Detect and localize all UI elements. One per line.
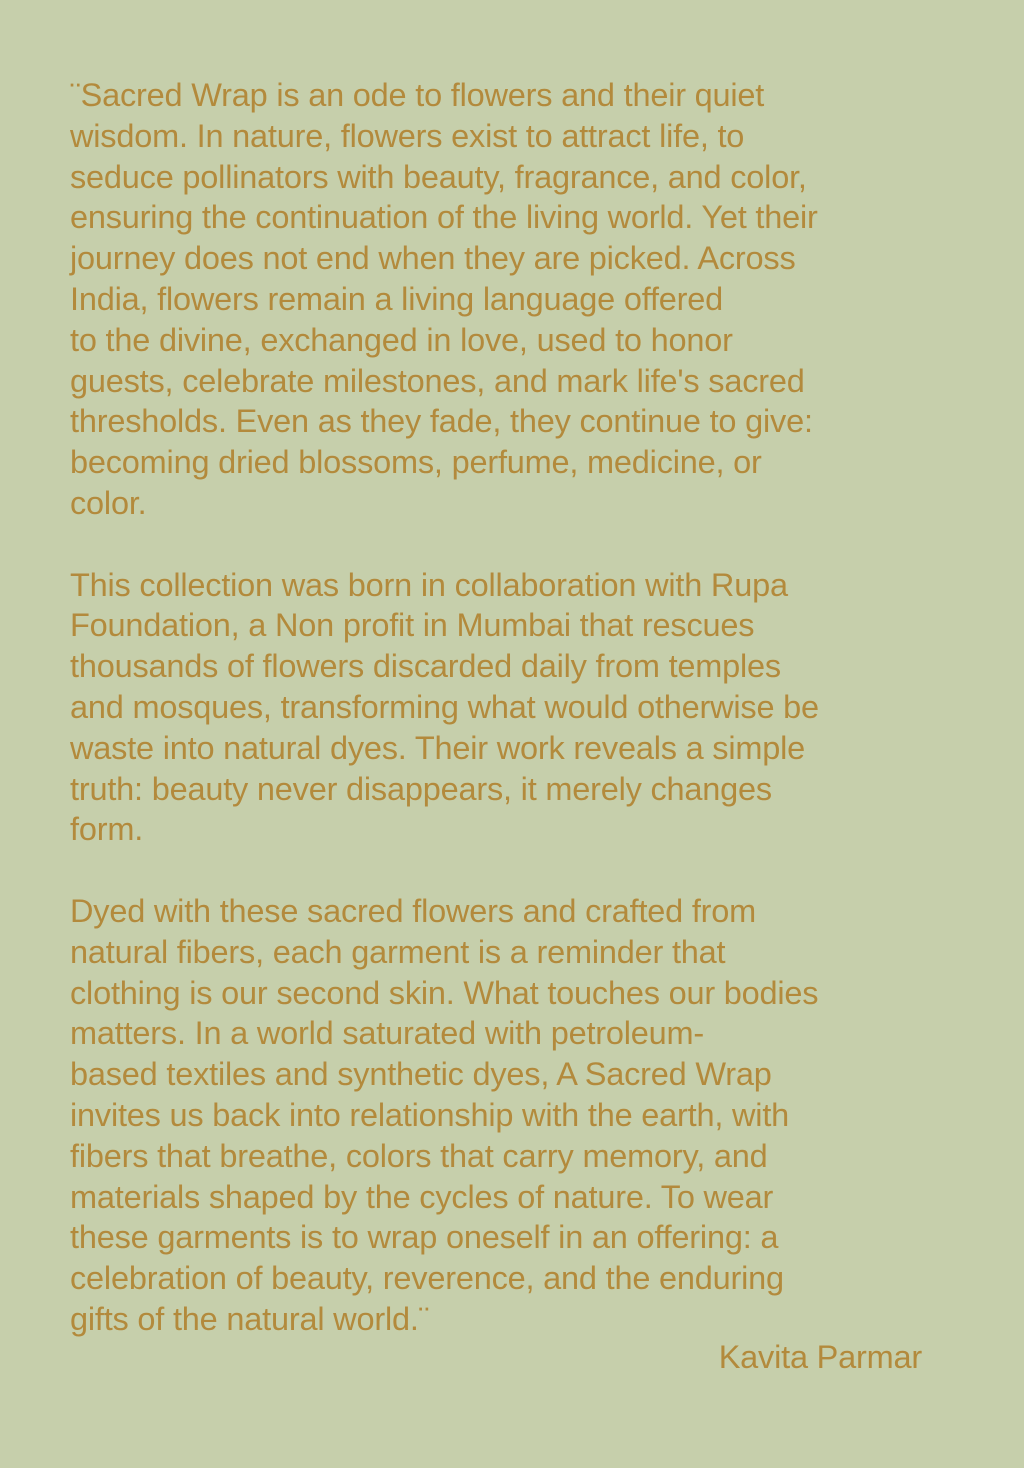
text-line: celebration of beauty, reverence, and the enduring (70, 1260, 784, 1297)
quote-paragraph-2 (70, 565, 970, 851)
text-line: materials shaped by the cycles of nature. To wear (70, 1178, 774, 1215)
text-line: and mosques, transforming what would otherwise be (70, 688, 819, 725)
text-line: ensuring the continuation of the living world. Yet their (70, 199, 818, 236)
text-line: This collection was born in collaboration with Rupa (70, 566, 788, 603)
text-line: thousands of flowers discarded daily from temples (70, 648, 781, 685)
text-line: wisdom. In nature, flowers exist to attract life, to (70, 117, 745, 154)
text-line: natural fibers, each garment is a reminder that (70, 933, 726, 970)
text-line: gifts of the natural world.¨ (70, 1300, 430, 1337)
text-line: based textiles and synthetic dyes, A Sacred Wrap (70, 1056, 772, 1093)
text-line: guests, celebrate milestones, and mark life's sacred (70, 362, 805, 399)
text-line: seduce pollinators with beauty, fragrance, and color, (70, 158, 807, 195)
text-line: Foundation, a Non profit in Mumbai that rescues (70, 607, 755, 644)
text-line: becoming dried blossoms, perfume, medicine, or (70, 444, 762, 481)
quote-paragraph-3 (70, 891, 970, 1340)
text-line: matters. In a world saturated with petroleum- (70, 1015, 705, 1052)
text-line: truth: beauty never disappears, it merely changes (70, 770, 772, 807)
text-line: fibers that breathe, colors that carry memory, and (70, 1137, 768, 1174)
text-line: form. (70, 811, 144, 848)
quote-text (70, 75, 970, 1340)
author-signature: Kavita Parmar (718, 1339, 922, 1375)
text-line: journey does not end when they are picked. Across (70, 240, 796, 277)
text-line: thresholds. Even as they fade, they continue to give: (70, 403, 813, 440)
text-line: clothing is our second skin. What touches our bodies (70, 974, 819, 1011)
text-line: to the divine, exchanged in love, used to honor (70, 321, 733, 358)
text-line: Dyed with these sacred flowers and crafted from (70, 892, 757, 929)
text-line: India, flowers remain a living language offered (70, 280, 724, 317)
text-line: invites us back into relationship with the earth, with (70, 1096, 790, 1133)
text-line: ¨Sacred Wrap is an ode to flowers and their quiet (70, 77, 765, 113)
quote-paragraph-1 (70, 75, 970, 524)
text-line: waste into natural dyes. Their work reveals a simple (70, 729, 806, 766)
text-line: color. (70, 484, 147, 521)
text-line: these garments is to wrap oneself in an offering: a (70, 1219, 779, 1256)
